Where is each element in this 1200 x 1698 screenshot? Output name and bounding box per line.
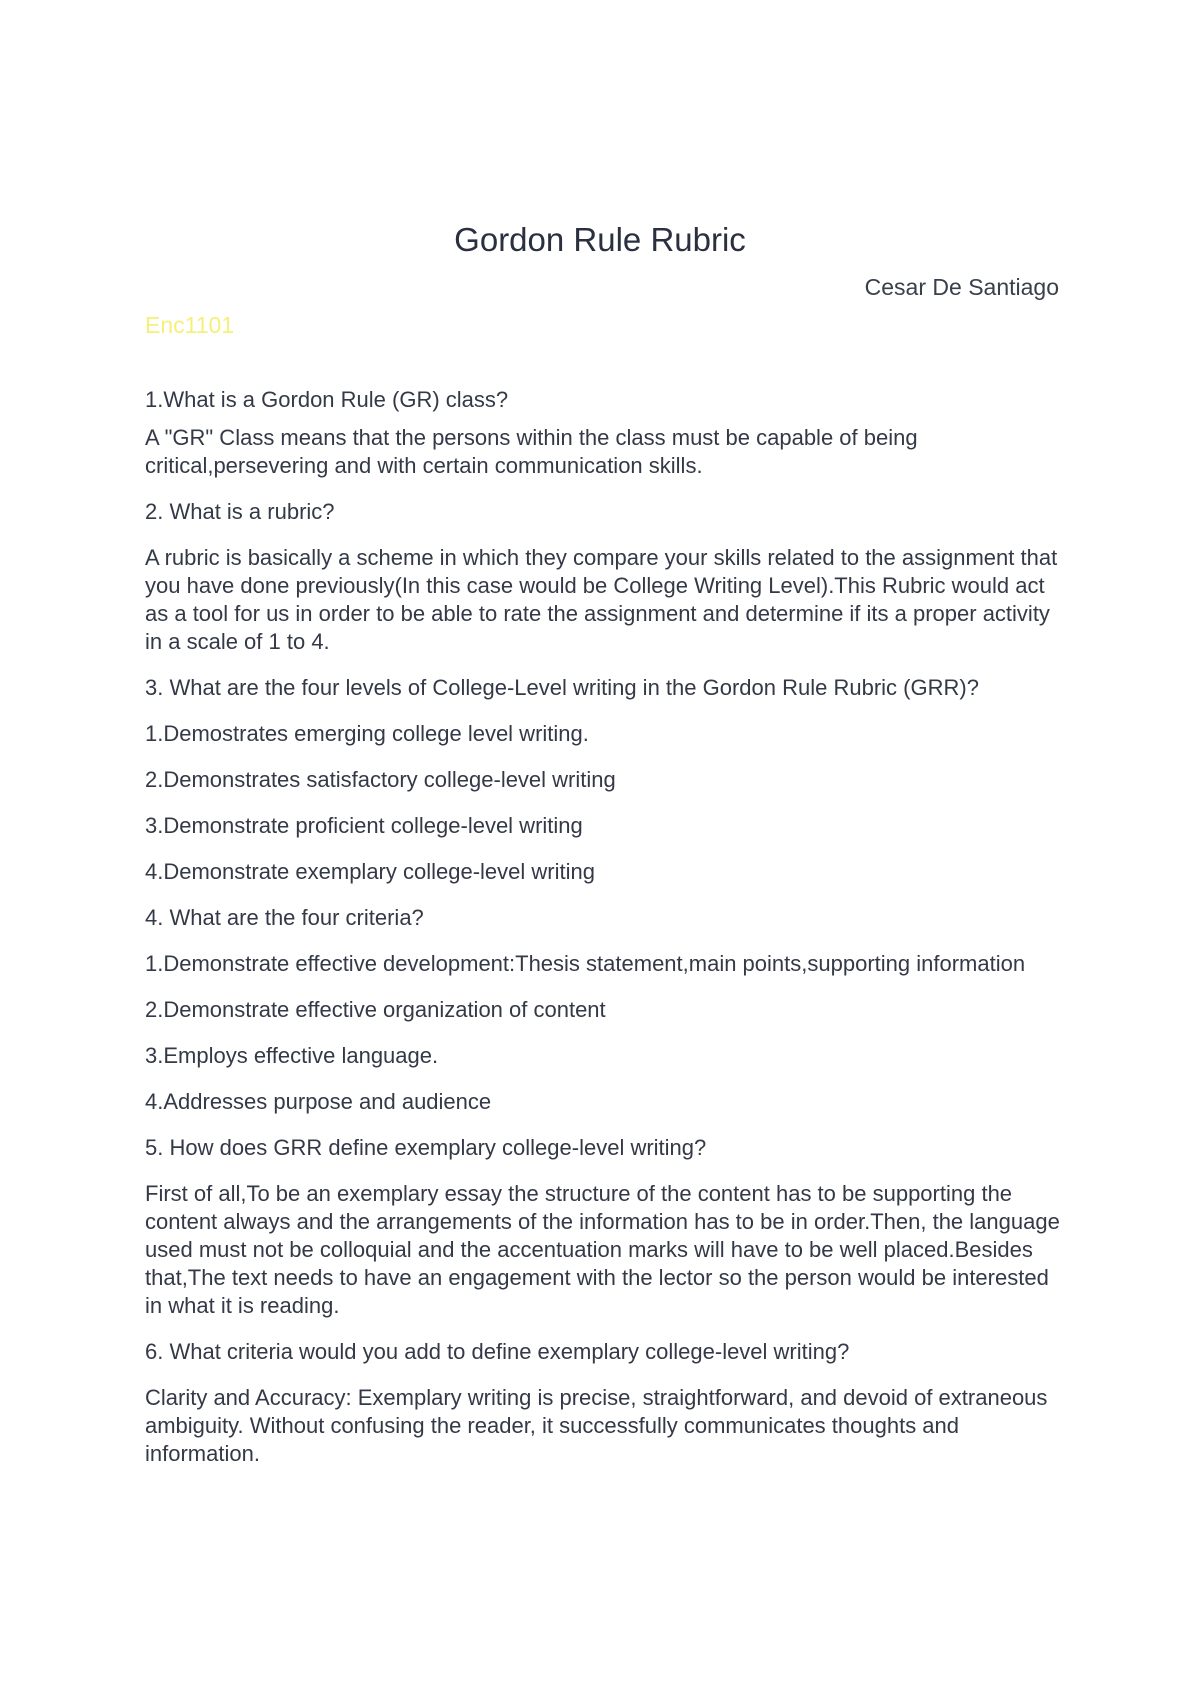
answer-5: First of all,To be an exemplary essay the structure of the content has to be supporting the content always and the arrangements of the information has to be in order.Then, the language used must not be colloquial and the accentuation marks will have to be well placed.Besides that,The text needs to have an engagement with the lector so the person would be interested in what it is reading.	[145, 1181, 1060, 1318]
question-6: 6. What criteria would you add to define exemplary college-level writing?	[145, 1339, 850, 1364]
question-4: 4. What are the four criteria?	[145, 905, 424, 930]
question-2: 2. What is a rubric?	[145, 499, 335, 524]
answer-2: A rubric is basically a scheme in which they compare your skills related to the assignment that you have done previously(In this case would be College Writing Level).This Rubric would act as a tool for us in order to be able to rate the assignment and determine if its a proper activity in a scale of 1 to 4.	[145, 545, 1058, 654]
level-item-4: 4.Demonstrate exemplary college-level writing	[145, 859, 595, 884]
criteria-item-4: 4.Addresses purpose and audience	[145, 1089, 492, 1114]
document-title: Gordon Rule Rubric	[454, 221, 746, 258]
level-item-3: 3.Demonstrate proficient college-level writing	[145, 813, 583, 838]
answer-1: A "GR" Class means that the persons within the class must be capable of being critical,persevering and with certain communication skills.	[145, 425, 918, 478]
criteria-item-1: 1.Demonstrate effective development:Thesis statement,main points,supporting information	[145, 951, 1026, 976]
question-3: 3. What are the four levels of College-Level writing in the Gordon Rule Rubric (GRR)?	[145, 675, 979, 700]
answer-6: Clarity and Accuracy: Exemplary writing is precise, straightforward, and devoid of extraneous ambiguity. Without confusing the reader, it successfully communicates thoughts and information.	[145, 1385, 1048, 1466]
level-item-1: 1.Demostrates emerging college level writing.	[145, 721, 589, 746]
course-code: Enc1101	[145, 312, 235, 338]
question-1: 1.What is a Gordon Rule (GR) class?	[145, 387, 509, 412]
criteria-item-2: 2.Demonstrate effective organization of content	[145, 997, 606, 1022]
question-5: 5. How does GRR define exemplary college-level writing?	[145, 1135, 707, 1160]
author-name: Cesar De Santiago	[864, 274, 1059, 300]
level-item-2: 2.Demonstrates satisfactory college-level writing	[145, 767, 616, 792]
document-body	[145, 386, 1060, 1486]
criteria-item-3: 3.Employs effective language.	[145, 1043, 439, 1068]
